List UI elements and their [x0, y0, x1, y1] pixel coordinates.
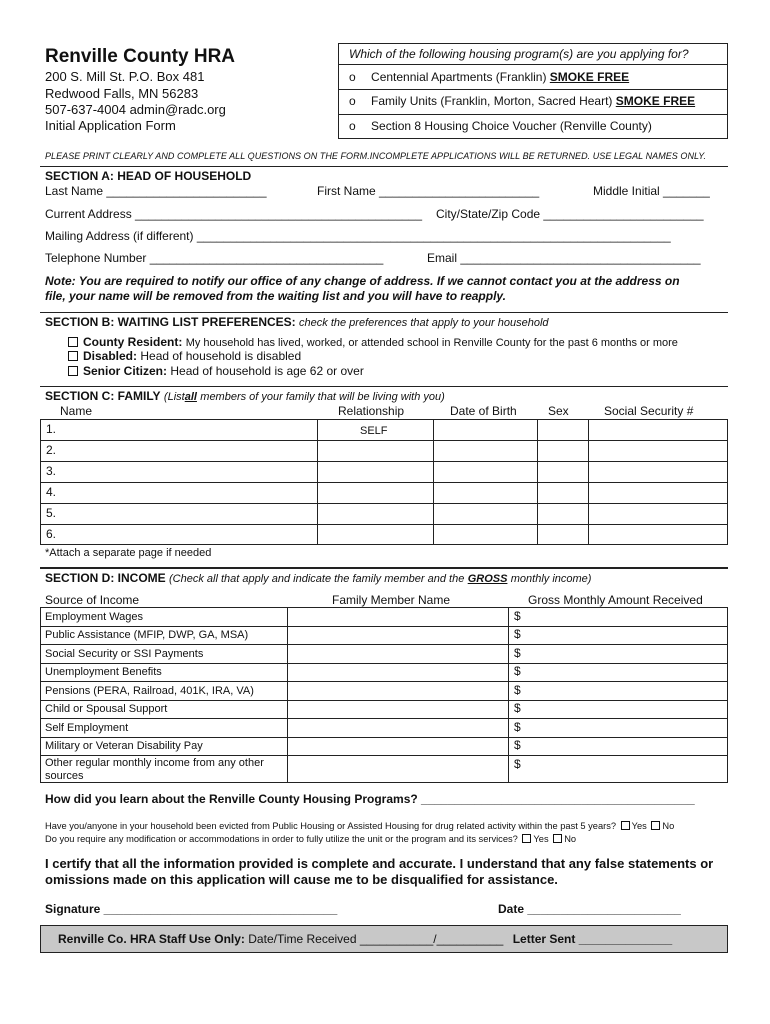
income-source-unemployment: Unemployment Benefits — [45, 666, 162, 678]
amount-field-military[interactable]: $ — [514, 738, 521, 752]
family-row-4[interactable]: 4. — [46, 485, 57, 499]
date-field[interactable]: Date _______________________ — [498, 902, 681, 916]
preference-label: Disabled: — [83, 349, 138, 363]
family-row-2[interactable]: 2. — [46, 443, 57, 457]
signature-field[interactable]: Signature ___________________________________ — [45, 902, 338, 916]
program-label: Section 8 Housing Choice Voucher (Renville County) — [371, 119, 652, 133]
accommodations-question — [45, 834, 576, 844]
income-source-pensions: Pensions (PERA, Railroad, 401K, IRA, VA) — [45, 685, 254, 697]
program-question: Which of the following housing program(s) are you applying for? — [349, 47, 689, 61]
last-name-field[interactable]: Last Name ________________________ — [45, 184, 267, 198]
option-bullet-icon: o — [349, 70, 356, 84]
section-b-header — [45, 315, 549, 329]
checkbox-icon[interactable] — [68, 366, 78, 376]
mailing-address-field[interactable]: Mailing Address (if different) _______________________________________________________________________ — [45, 229, 671, 243]
first-name-field[interactable]: First Name ________________________ — [317, 184, 540, 198]
family-row-3[interactable]: 3. — [46, 464, 57, 478]
no-label: No — [564, 834, 577, 844]
program-option-family-units[interactable] — [349, 94, 695, 108]
contact-line: 507-637-4004 admin@radc.org — [45, 102, 226, 117]
program-option-centennial[interactable] — [349, 70, 629, 84]
option-bullet-icon: o — [349, 119, 356, 133]
yes-label: Yes — [631, 821, 647, 831]
income-source-support: Child or Spousal Support — [45, 703, 168, 715]
amount-field-pensions[interactable]: $ — [514, 683, 521, 697]
city-state-zip-field[interactable]: City/State/Zip Code ________________________ — [436, 207, 704, 221]
instructions: PLEASE PRINT CLEARLY AND COMPLETE ALL QUESTIONS ON THE FORM.INCOMPLETE APPLICATIONS WILL BE RETURNED. USE LEGAL NAMES ONLY. — [45, 151, 706, 161]
staff-use-label: Renville Co. HRA Staff Use Only: — [58, 932, 245, 946]
income-source-employment: Employment Wages — [45, 611, 144, 623]
middle-initial-field[interactable]: Middle Initial _______ — [593, 184, 710, 198]
amount-field-public-assistance[interactable]: $ — [514, 627, 521, 641]
section-c-subtitle-em: all — [184, 391, 197, 403]
amount-field-other[interactable]: $ — [514, 757, 521, 771]
amount-field-support[interactable]: $ — [514, 701, 521, 715]
family-row-1[interactable]: 1. — [46, 422, 57, 436]
income-source-public-assistance: Public Assistance (MFIP, DWP, GA, MSA) — [45, 629, 249, 641]
smoke-free-tag: SMOKE FREE — [549, 70, 630, 84]
telephone-field[interactable]: Telephone Number ___________________________________ — [45, 251, 384, 265]
no-label: No — [662, 821, 675, 831]
section-c-subtitle-pre: (List — [163, 391, 185, 403]
preference-label: Senior Citizen: — [83, 364, 168, 378]
certification-line-2: omissions made on this application will cause me to be disqualified for assistance. — [45, 872, 558, 887]
section-b-subtitle: check the preferences that apply to your household — [299, 317, 549, 329]
address-note-line-1: Note: You are required to notify our office of any change of address. If we cannot contact you at the address on — [45, 274, 680, 288]
section-a-title: SECTION A: HEAD OF HOUSEHOLD — [45, 169, 252, 183]
preference-label: County Resident: — [83, 335, 183, 349]
preference-disabled[interactable] — [68, 349, 301, 363]
evicted-question-text: Have you/anyone in your household been evicted from Public Housing or Assisted Housing for drug related activity within the past 5 years? — [45, 821, 617, 831]
accommodations-question-text: Do you require any modification or accommodations in order to fully utilize the unit or the program and its services? — [45, 834, 518, 844]
section-d-subtitle-pre: (Check all that apply and indicate the family member and the — [169, 573, 465, 585]
section-b-title: SECTION B: WAITING LIST PREFERENCES: — [45, 315, 296, 329]
address-note-line-2: file, your name will be removed from the waiting list and you will have to reapply. — [45, 289, 506, 303]
program-label: Family Units (Franklin, Morton, Sacred Heart) — [371, 94, 613, 108]
letter-sent-field[interactable]: Letter Sent ______________ — [512, 932, 673, 946]
preference-desc: Head of household is disabled — [140, 349, 302, 363]
accommodations-yes-checkbox[interactable] — [522, 834, 531, 843]
family-col-sex: Sex — [548, 404, 569, 418]
current-address-field[interactable]: Current Address ___________________________________________ — [45, 207, 423, 221]
self-label: SELF — [360, 425, 388, 437]
smoke-free-tag: SMOKE FREE — [615, 94, 696, 108]
form-title: Initial Application Form — [45, 118, 176, 133]
family-col-name: Name — [60, 404, 93, 418]
staff-use-line — [58, 932, 672, 946]
address-line-1: 200 S. Mill St. P.O. Box 481 — [45, 69, 205, 84]
family-col-dob: Date of Birth — [450, 404, 517, 418]
checkbox-icon[interactable] — [68, 337, 78, 347]
section-d-header — [45, 571, 591, 585]
income-col-source: Source of Income — [45, 593, 140, 607]
income-source-military: Military or Veteran Disability Pay — [45, 740, 203, 752]
date-time-received-field[interactable]: Date/Time Received ___________/__________ — [248, 932, 504, 946]
section-c-title: SECTION C: FAMILY — [45, 389, 161, 403]
evicted-question — [45, 821, 674, 831]
option-bullet-icon: o — [349, 94, 356, 108]
family-col-relationship: Relationship — [338, 404, 405, 418]
income-col-member: Family Member Name — [332, 593, 451, 607]
checkbox-icon[interactable] — [68, 351, 78, 361]
org-name: Renville County HRA — [45, 46, 236, 67]
program-option-section-8[interactable] — [349, 119, 652, 133]
preference-senior-citizen[interactable] — [68, 364, 364, 378]
accommodations-no-checkbox[interactable] — [553, 834, 562, 843]
preference-desc: Head of household is age 62 or over — [170, 364, 364, 378]
income-col-amount: Gross Monthly Amount Received — [528, 593, 703, 607]
certification-line-1: I certify that all the information provided is complete and accurate. I understand that any false statements or — [45, 856, 714, 871]
amount-field-unemployment[interactable]: $ — [514, 664, 521, 678]
family-col-ssn: Social Security # — [604, 404, 694, 418]
amount-field-social-security[interactable]: $ — [514, 646, 521, 660]
family-row-6[interactable]: 6. — [46, 527, 57, 541]
section-d-title: SECTION D: INCOME — [45, 571, 166, 585]
program-label: Centennial Apartments (Franklin) — [371, 70, 547, 84]
family-row-5[interactable]: 5. — [46, 506, 57, 520]
family-footnote: *Attach a separate page if needed — [45, 547, 212, 559]
preference-county-resident[interactable] — [68, 335, 678, 349]
address-line-2: Redwood Falls, MN 56283 — [45, 86, 199, 101]
section-c-header — [45, 389, 445, 403]
income-source-self-employment: Self Employment — [45, 722, 129, 734]
evicted-yes-checkbox[interactable] — [621, 821, 630, 830]
section-c-subtitle-post: members of your family that will be living with you) — [200, 391, 445, 403]
learn-question[interactable]: How did you learn about the Renville County Housing Programs? _________________________________________ — [45, 792, 695, 806]
income-source-social-security: Social Security or SSI Payments — [45, 648, 204, 660]
section-d-subtitle-post: monthly income) — [510, 573, 592, 585]
amount-field-self-employment[interactable]: $ — [514, 720, 521, 734]
yes-label: Yes — [533, 834, 549, 844]
section-d-subtitle-em: GROSS — [467, 573, 508, 585]
evicted-no-checkbox[interactable] — [651, 821, 660, 830]
preference-desc: My household has lived, worked, or attended school in Renville County for the past 6 months or more — [185, 337, 678, 349]
income-source-other: Other regular monthly income from any other sources — [45, 757, 264, 782]
email-field[interactable]: Email ____________________________________ — [427, 251, 701, 265]
amount-field-employment[interactable]: $ — [514, 609, 521, 623]
